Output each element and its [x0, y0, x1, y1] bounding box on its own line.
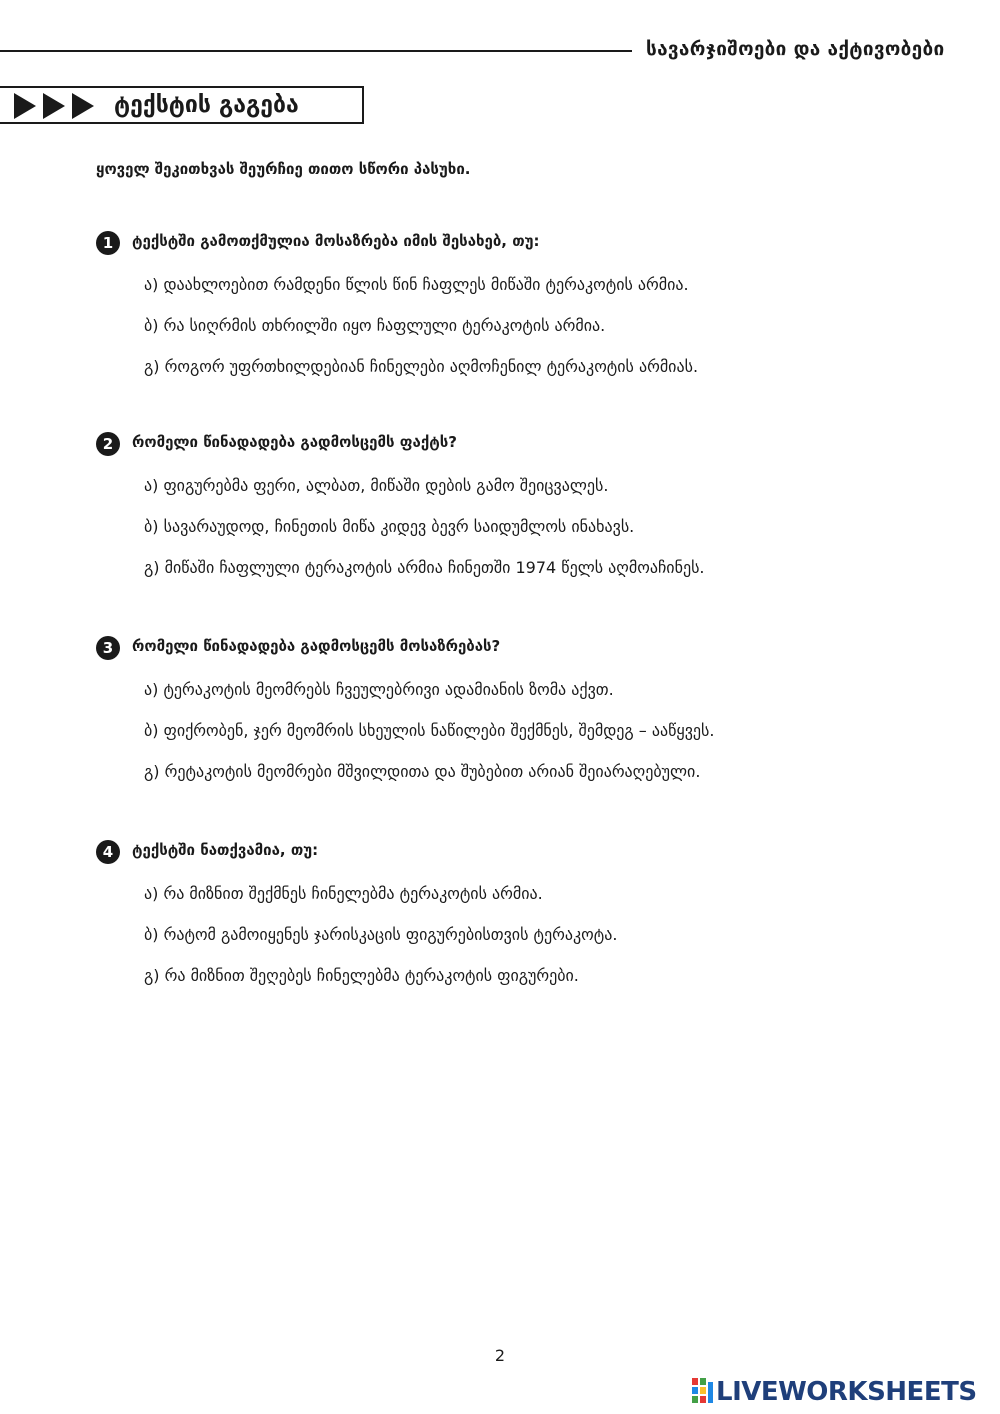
answer-option-b[interactable]: ბ) რა სიღრმის თხრილში იყო ჩაფლული ტერაკოტის არმია.	[144, 316, 606, 335]
question-text: რომელი წინადადება გადმოსცემს ფაქტს?	[132, 433, 457, 451]
logo-grid-icon	[692, 1378, 714, 1404]
question-2	[96, 432, 976, 581]
answer-option-c[interactable]: გ) რეტაკოტის მეომრები მშვილდითა და შუბებით არიან შეიარაღებული.	[144, 762, 701, 781]
answer-option-a[interactable]: ა) რა მიზნით შექმნეს ჩინელებმა ტერაკოტის არმია.	[144, 884, 543, 903]
question-4	[96, 840, 976, 989]
running-header: სავარჯიშოები და აქტივობები	[646, 38, 945, 60]
triple-arrow-icon	[14, 93, 98, 119]
liveworksheets-logo	[692, 1376, 992, 1408]
answer-option-c[interactable]: გ) რა მიზნით შეღებეს ჩინელებმა ტერაკოტის ფიგურები.	[144, 966, 579, 985]
header-rule	[0, 50, 632, 52]
question-1	[96, 231, 976, 380]
question-number-badge: 1	[96, 231, 120, 255]
answer-option-b[interactable]: ბ) რატომ გამოიყენეს ჯარისკაცის ფიგურებისთვის ტერაკოტა.	[144, 925, 618, 944]
question-number-badge: 4	[96, 840, 120, 864]
brand-name: LIVEWORKSHEETS	[716, 1377, 977, 1407]
question-text: ტექსტში გამოთქმულია მოსაზრება იმის შესახებ, თუ:	[132, 232, 540, 250]
question-3	[96, 636, 976, 785]
question-number-badge: 2	[96, 432, 120, 456]
answer-option-b[interactable]: ბ) სავარაუდოდ, ჩინეთის მიწა კიდევ ბევრ საიდუმლოს ინახავს.	[144, 517, 635, 536]
answer-option-c[interactable]: გ) მიწაში ჩაფლული ტერაკოტის არმია ჩინეთში 1974 წელს აღმოაჩინეს.	[144, 558, 705, 577]
question-text: ტექსტში ნათქვამია, თუ:	[132, 841, 319, 859]
answer-option-b[interactable]: ბ) ფიქრობენ, ჯერ მეომრის სხეულის ნაწილები შექმნეს, შემდეგ – ააწყვეს.	[144, 721, 715, 740]
page-number: 2	[494, 1346, 506, 1365]
section-title: ტექსტის გაგება	[114, 92, 299, 118]
question-number-badge: 3	[96, 636, 120, 660]
answer-option-a[interactable]: ა) ტერაკოტის მეომრებს ჩვეულებრივი ადამიანის ზომა აქვთ.	[144, 680, 614, 699]
section-banner	[0, 86, 364, 124]
question-text: რომელი წინადადება გადმოსცემს მოსაზრებას?	[132, 637, 501, 655]
answer-option-c[interactable]: გ) როგორ უფრთხილდებიან ჩინელები აღმოჩენილ ტერაკოტის არმიას.	[144, 357, 699, 376]
instruction-text: ყოველ შეკითხვას შეურჩიე თითო სწორი პასუხი.	[96, 160, 471, 178]
answer-option-a[interactable]: ა) დაახლოებით რამდენი წლის წინ ჩაფლეს მიწაში ტერაკოტის არმია.	[144, 275, 689, 294]
answer-option-a[interactable]: ა) ფიგურებმა ფერი, ალბათ, მიწაში დების გამო შეიცვალეს.	[144, 476, 609, 495]
